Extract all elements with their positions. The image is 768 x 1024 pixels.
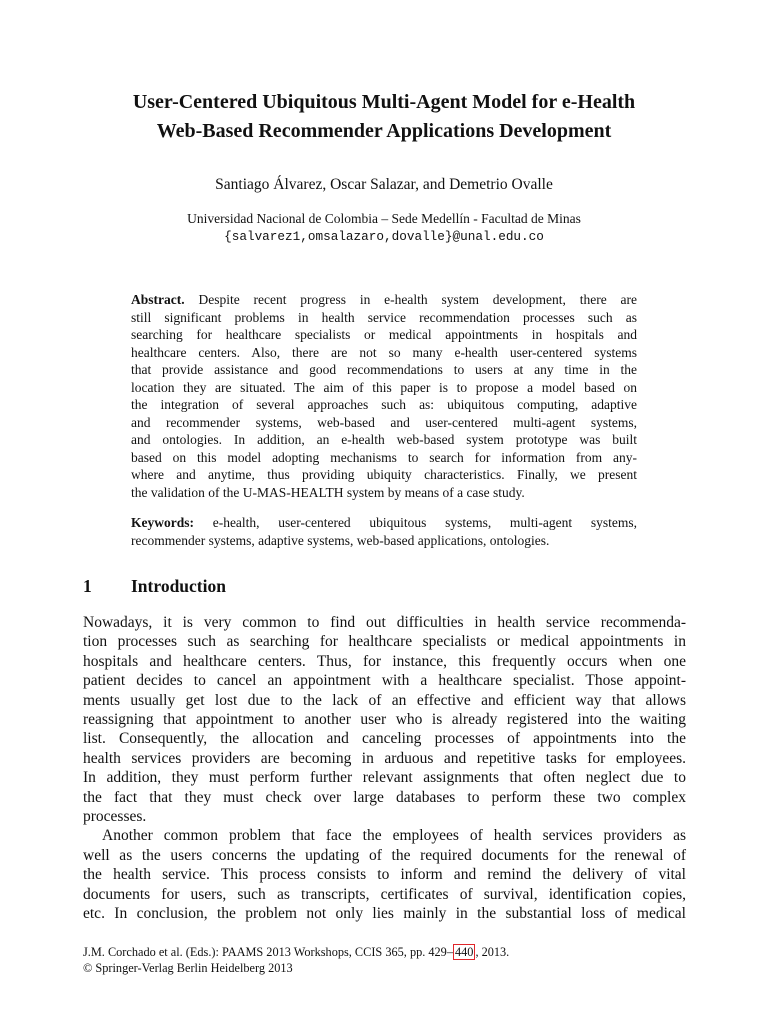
body-line: well as the users concerns the updating of the required documents for the renewal of <box>83 846 686 864</box>
body-line: the fact that they must check over large databases to perform these two complex <box>83 788 686 806</box>
section-heading <box>83 575 226 597</box>
copyright-line: © Springer-Verlag Berlin Heidelberg 2013 <box>83 961 293 975</box>
body-line: hospitals and healthcare centers. Thus, for instance, this frequently occurs when one <box>83 652 686 670</box>
abstract-line: searching for healthcare specialists or medical appointments in hospitals and <box>131 327 637 342</box>
body-line: Another common problem that face the employees of health services providers as <box>102 827 686 845</box>
keywords-label: Keywords: <box>131 515 194 530</box>
body-line: the health service. This process consists to inform and remind the delivery of vital <box>83 866 686 884</box>
abstract-line: healthcare centers. Also, there are not so many e-health user-centered systems <box>131 344 637 360</box>
abstract-line: that provide assistance and good recommendations to users at any time in the <box>131 362 637 377</box>
body-line: reassigning that appointment to another user who is already registered into the waiting <box>83 711 686 729</box>
abstract-line: and recommender systems, web-based and user-centered multi-agent systems, <box>131 414 637 430</box>
abstract-line: the validation of the U-MAS-HEALTH system by means of a case study. <box>131 484 525 500</box>
body-line: list. Consequently, the allocation and canceling processes of appointments into the <box>83 730 686 748</box>
body-line: documents for users, such as transcripts, certificates of survival, identification copies, <box>83 885 686 903</box>
abstract-line: still significant problems in health service recommendation processes such as <box>131 309 637 325</box>
body-line: processes. <box>83 808 147 826</box>
body-line: patient decides to cancel an appointment with a healthcare specialist. Those appoint- <box>83 672 686 690</box>
section-title: Introduction <box>131 576 226 596</box>
body-text <box>83 613 686 924</box>
paper-title <box>40 88 728 146</box>
abstract-line: based on this model adopting mechanisms to search for information from any- <box>131 449 637 465</box>
body-line: tion processes such as searching for healthcare specialists or medical appointments in <box>83 633 686 651</box>
abstract-line: and ontologies. In addition, an e-health web-based system prototype was built <box>131 432 637 447</box>
author-list: Santiago Álvarez, Oscar Salazar, and Demetrio Ovalle <box>215 176 553 193</box>
page-range-link[interactable]: 440 <box>454 945 474 959</box>
keywords-line: recommender systems, adaptive systems, web-based applications, ontologies. <box>131 532 550 548</box>
page-footer <box>83 944 509 976</box>
body-line: ments usually get lost due to the lack of an effective and efficient way that allows <box>83 691 686 709</box>
abstract-line: where and anytime, thus providing ubiquity characteristics. Finally, we present <box>131 467 637 482</box>
keywords-line: Keywords: e-health, user-centered ubiquitous systems, multi-agent systems, <box>131 515 637 530</box>
abstract-line: the integration of several approaches such as: ubiquitous computing, adaptive <box>131 397 637 412</box>
body-line: Nowadays, it is very common to find out difficulties in health service recommenda- <box>83 614 686 631</box>
title-line-1: User-Centered Ubiquitous Multi-Agent Model for e-Health <box>132 91 636 113</box>
abstract <box>131 291 637 501</box>
body-line: health services providers are becoming in arduous and repetitive tasks for employees. <box>83 749 686 767</box>
citation-line: J.M. Corchado et al. (Eds.): PAAMS 2013 Workshops, CCIS 365, pp. 429– 440 , 2013. <box>83 945 510 959</box>
section-number: 1 <box>83 576 92 596</box>
author-emails: {salvarez1,omsalazaro,dovalle}@unal.edu.co <box>224 229 544 244</box>
body-line: In addition, they must perform further relevant assignments that often neglect due to <box>83 769 686 787</box>
abstract-label: Abstract. <box>131 292 185 307</box>
body-line: etc. In conclusion, the problem not only lies mainly in the substantial loss of medical <box>83 905 686 923</box>
keywords <box>131 514 637 549</box>
abstract-line: Abstract. Despite recent progress in e-health system development, there are <box>131 292 637 307</box>
abstract-line: location they are situated. The aim of this paper is to propose a model based on <box>131 379 637 395</box>
affiliation: Universidad Nacional de Colombia – Sede Medellín - Facultad de Minas <box>187 211 581 226</box>
title-line-2: Web-Based Recommender Applications Development <box>156 120 612 142</box>
